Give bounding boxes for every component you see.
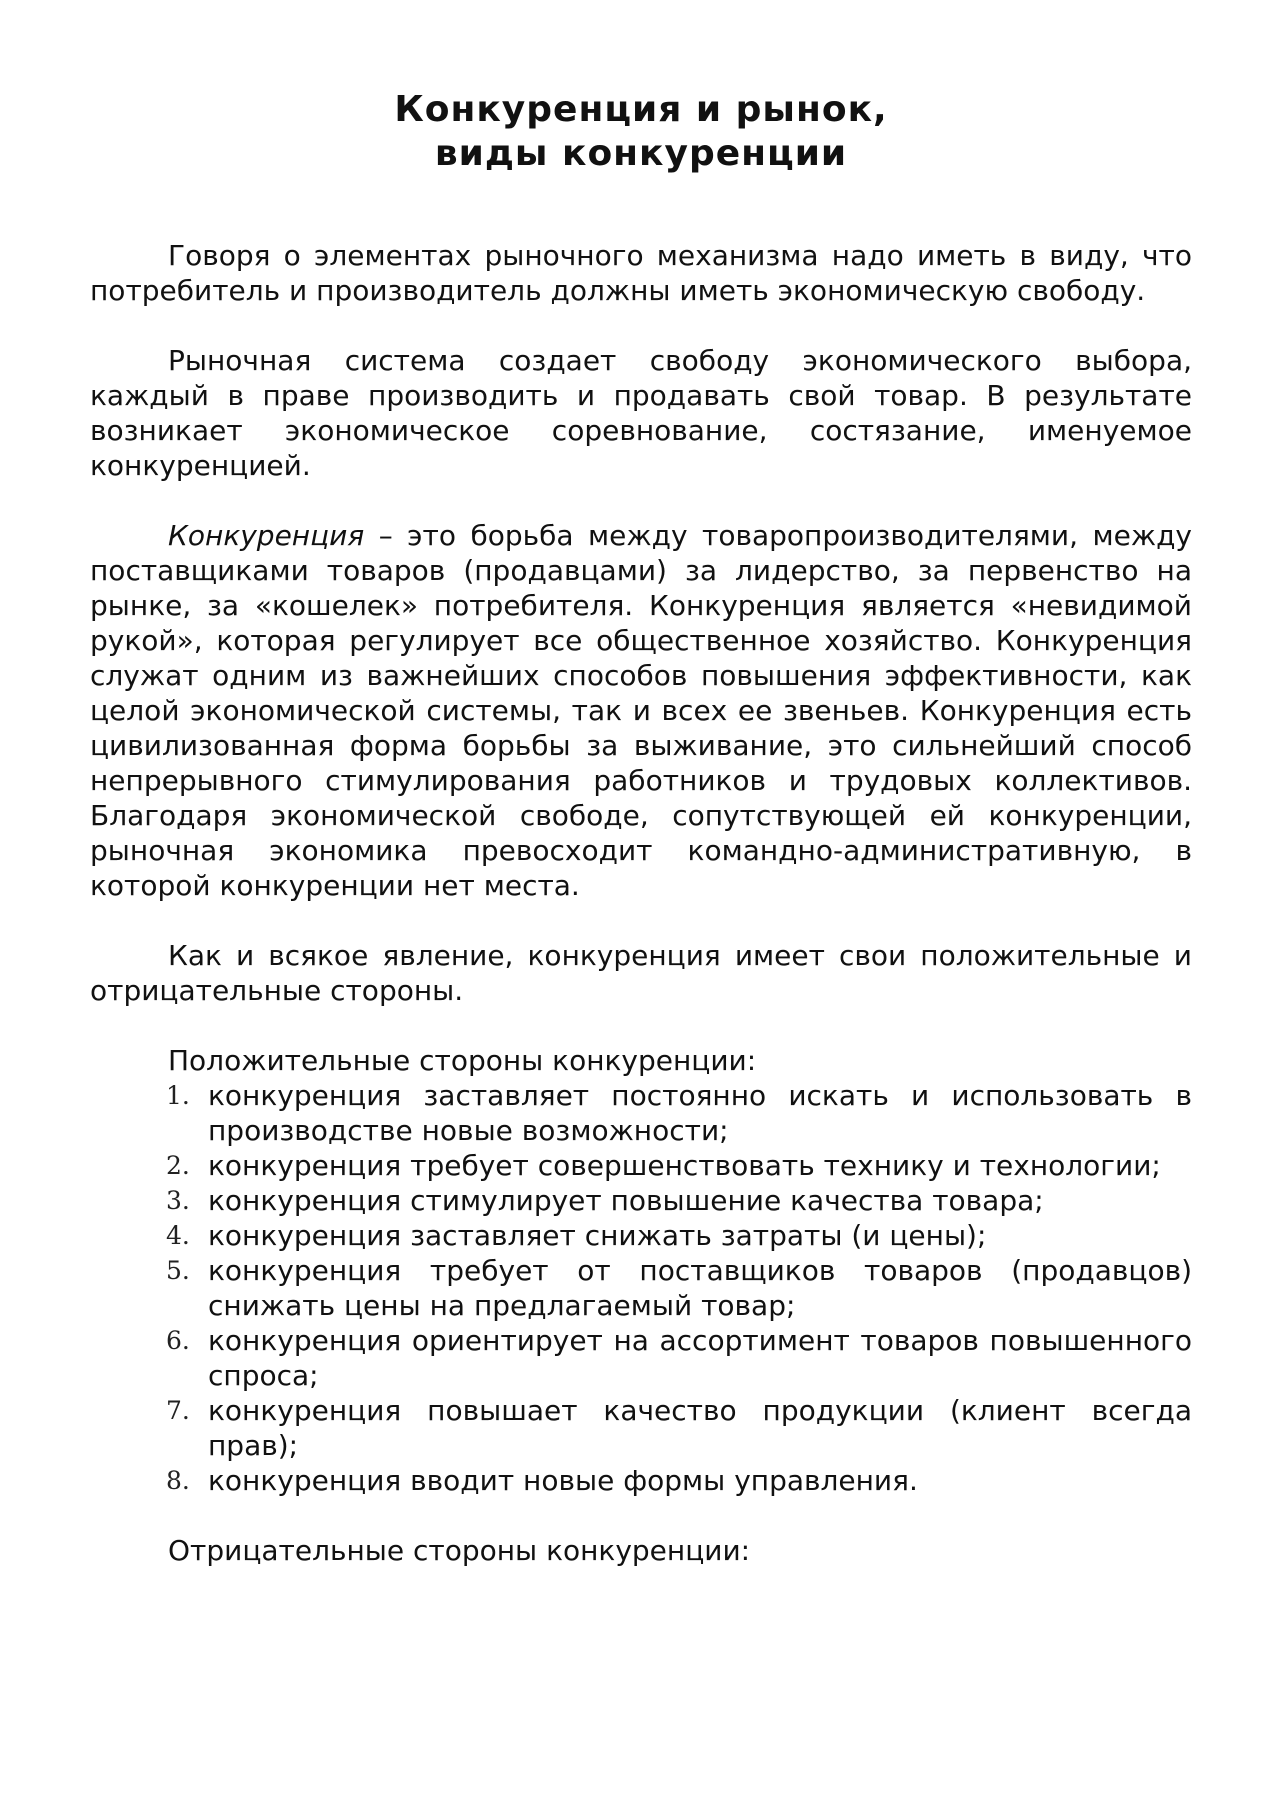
- list-item: [90, 1463, 1192, 1498]
- list-number: 1.: [166, 1081, 190, 1110]
- list-number: 3.: [166, 1186, 190, 1215]
- list-item: [90, 1218, 1192, 1253]
- list-number: 4.: [166, 1221, 190, 1250]
- document-page: [90, 88, 1192, 1568]
- list-number: 8.: [166, 1466, 190, 1495]
- list-item: [90, 1148, 1192, 1183]
- list-number: 6.: [166, 1326, 190, 1355]
- list-item: [90, 1078, 1192, 1148]
- negative-sides-label: Отрицательные стороны конкуренции:: [168, 1534, 751, 1567]
- list-item: [90, 1253, 1192, 1323]
- paragraph-4: Как и всякое явление, конкуренция имеет свои положительные и отрицательные стороны.: [90, 939, 1192, 1007]
- paragraph-1: Говоря о элементах рыночного механизма надо иметь в виду, что потребитель и производитель должны иметь экономическую свободу.: [90, 239, 1192, 307]
- list-item: [90, 1323, 1192, 1393]
- list-item: [90, 1393, 1192, 1463]
- term-competition: Конкуренция: [168, 519, 365, 552]
- list-item: [90, 1183, 1192, 1218]
- title-line-2: виды конкуренции: [434, 133, 848, 174]
- list-item-text: конкуренция ориентирует на ассортимент товаров повышенного спроса;: [208, 1324, 1192, 1392]
- list-item-text: конкуренция повышает качество продукции (клиент всегда прав);: [208, 1394, 1192, 1462]
- paragraph-2: Рыночная система создает свободу экономического выбора, каждый в праве производить и продавать свой товар. В результате возникает экономическое соревнование, состязание, именуемое конкуренцией.: [90, 344, 1192, 482]
- list-item-text: конкуренция заставляет постоянно искать и использовать в производстве новые возможности;: [208, 1079, 1192, 1147]
- positive-sides-label: Положительные стороны конкуренции:: [168, 1044, 757, 1077]
- list-number: 5.: [166, 1256, 190, 1285]
- page-title: [90, 88, 1192, 176]
- positive-sides-list: [90, 1078, 1192, 1498]
- list-number: 7.: [166, 1396, 190, 1425]
- list-number: 2.: [166, 1151, 190, 1180]
- list-item-text: конкуренция стимулирует повышение качества товара;: [208, 1184, 1044, 1217]
- paragraph-3: [90, 518, 1192, 903]
- title-line-1: Конкуренция и рынок,: [394, 89, 888, 130]
- list-item-text: конкуренция требует от поставщиков товаров (продавцов) снижать цены на предлагаемый товар;: [208, 1254, 1192, 1322]
- list-item-text: конкуренция заставляет снижать затраты (и цены);: [208, 1219, 987, 1252]
- list-item-text: конкуренция вводит новые формы управления.: [208, 1464, 918, 1497]
- paragraph-3-text: – это борьба между товаропроизводителями, между поставщиками товаров (продавцами) за лидерство, за первенство на рынке, за «кошелек» потребителя. Конкуренция является «невидимой рукой», которая регулирует все общественное хозяйство. Конкуренция служат одним из важнейших способов повышения эффективности, как целой экономической системы, так и всех ее звеньев. Конкуренция есть цивилизованная форма борьбы за выживание, это сильнейший способ непрерывного стимулирования работников и трудовых коллективов. Благодаря экономической свободе, сопутствующей ей конкуренции, рыночная экономика превосходит командно-административную, в которой конкуренции нет места.: [90, 519, 1192, 902]
- list-item-text: конкуренция требует совершенствовать технику и технологии;: [208, 1149, 1161, 1182]
